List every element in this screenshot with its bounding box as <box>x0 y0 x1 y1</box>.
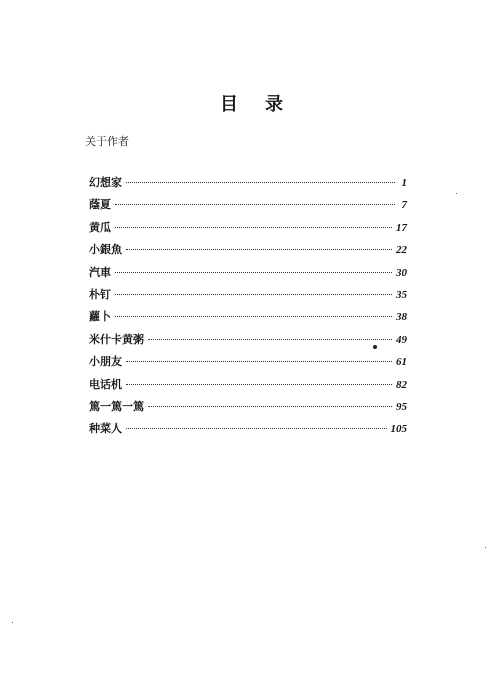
toc-entry <box>89 174 407 196</box>
toc-entry-title: 蘿卜 <box>89 310 111 324</box>
toc-entry-page: 7 <box>401 199 407 212</box>
dot-leader <box>115 272 392 273</box>
toc-entry-page: 61 <box>396 356 407 369</box>
about-author-heading: 关于作者 <box>85 135 129 148</box>
ink-speck <box>373 345 377 349</box>
toc-entry-page: 38 <box>396 311 407 324</box>
toc-entry-title: 朴钉 <box>89 287 111 301</box>
toc-entry <box>89 219 407 241</box>
toc-entry <box>89 353 407 375</box>
dot-leader <box>126 182 395 183</box>
toc-entry <box>89 308 407 330</box>
toc-entry-title: 电话机 <box>89 377 122 391</box>
dot-leader <box>115 204 395 205</box>
toc-entry-page: 105 <box>390 423 407 436</box>
dot-leader <box>126 249 392 250</box>
toc-entry-page: 30 <box>396 266 407 279</box>
dot-leader <box>126 428 387 429</box>
toc-entry-title: 小朋友 <box>89 355 122 369</box>
toc-entry <box>89 398 407 420</box>
table-of-contents <box>89 174 407 443</box>
ink-speck <box>485 547 486 548</box>
toc-entry-page: 95 <box>396 400 407 413</box>
toc-entry-title: 黄瓜 <box>89 220 111 234</box>
toc-entry <box>89 241 407 263</box>
toc-entry-title: 汽車 <box>89 265 111 279</box>
toc-entry-page: 17 <box>396 221 407 234</box>
ink-speck <box>12 622 13 623</box>
toc-entry-page: 22 <box>396 244 407 257</box>
toc-entry-page: 82 <box>396 378 407 391</box>
dot-leader <box>126 361 392 362</box>
dot-leader <box>126 384 392 385</box>
toc-entry <box>89 286 407 308</box>
toc-entry <box>89 420 407 442</box>
dot-leader <box>115 294 392 295</box>
toc-entry <box>89 196 407 218</box>
toc-entry-title: 篤一篤一篤 <box>89 399 144 413</box>
toc-entry-title: 种菜人 <box>89 422 122 436</box>
toc-entry-page: 49 <box>396 333 407 346</box>
toc-entry <box>89 264 407 286</box>
toc-entry <box>89 331 407 353</box>
ink-speck <box>456 193 457 194</box>
toc-entry <box>89 376 407 398</box>
toc-entry-page: 35 <box>396 288 407 301</box>
title-char-2: 录 <box>265 94 284 115</box>
dot-leader <box>148 339 392 340</box>
dot-leader <box>148 406 392 407</box>
dot-leader <box>115 227 392 228</box>
toc-entry-title: 米什卡黄粥 <box>89 332 144 346</box>
toc-entry-title: 蔭夏 <box>89 198 111 212</box>
toc-entry-title: 小銀魚 <box>89 243 122 257</box>
toc-entry-title: 幻想家 <box>89 176 122 189</box>
dot-leader <box>115 316 392 317</box>
page-title <box>0 90 504 116</box>
title-char-1: 目 <box>220 94 239 115</box>
toc-entry-page: 1 <box>401 177 407 189</box>
